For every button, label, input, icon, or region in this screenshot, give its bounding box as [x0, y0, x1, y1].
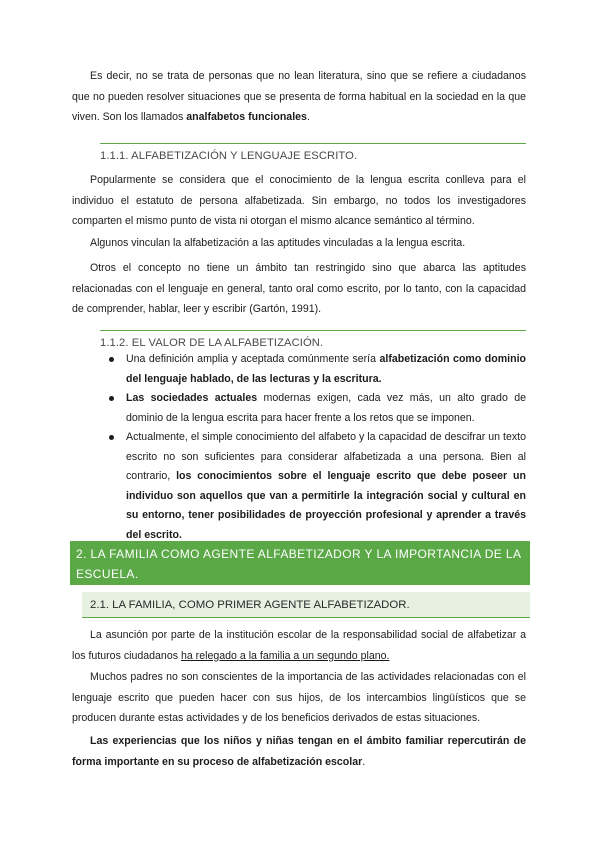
heading-1-1-1: 1.1.1. ALFABETIZACIÓN Y LENGUAJE ESCRITO. [100, 143, 526, 164]
paragraph-padres: Muchos padres no son conscientes de la importancia de las actividades relacionadas con el lenguaje escrito que pueden hacer con sus hijos, de los intercambios lingüísticos que se producen durante estas actividades y de los beneficios derivados de estas situaciones. [72, 671, 526, 724]
paragraph-experiencias: Las experiencias que los niños y niñas tengan en el ámbito familiar repercutirán de forma importante en su proceso de alfabetización escolar. [72, 735, 526, 768]
bullet-item: Las sociedades actuales modernas exigen, cada vez más, un alto grado de dominio de la lengua escrita para hacer frente a los retos que se imponen. [108, 389, 526, 428]
bullet-dot-icon [109, 357, 114, 362]
heading-2-1: 2.1. LA FAMILIA, COMO PRIMER AGENTE ALFABETIZADOR. [82, 592, 530, 618]
paragraph-asuncion: La asunción por parte de la institución escolar de la responsabilidad social de alfabetizar a los futuros ciudadanos ha relegado a la familia a un segundo plano. [72, 629, 526, 662]
paragraph-algunos: Algunos vinculan la alfabetización a las aptitudes vinculadas a la lengua escrita. [90, 237, 466, 249]
bullet-item: Una definición amplia y aceptada comúnmente sería alfabetización como dominio del lenguaje hablado, de las lecturas y la escritura. [108, 350, 526, 389]
paragraph-otros: Otros el concepto no tiene un ámbito tan restringido sino que abarca las aptitudes relacionadas con el lenguaje en general, tanto oral como escrito, por lo tanto, con la capacidad de comprender, hablar, leer y escribir (Gartón, 1991). [72, 262, 526, 315]
bold-term: analfabetos funcionales [186, 111, 307, 123]
bullet-dot-icon [109, 396, 114, 401]
paragraph-intro: Es decir, no se trata de personas que no lean literatura, sino que se refiere a ciudadanos que no pueden resolver situaciones que se presenta de forma habitual en la sociedad en la que viven. Son los llamados analfabetos funcionales. [72, 70, 526, 123]
underlined-phrase: ha relegado a la familia a un segundo plano. [180, 649, 390, 662]
paragraph-popular: Popularmente se considera que el conocimiento de la lengua escrita conlleva para el individuo el estatuto de persona alfabetizada. Sin embargo, no todos los investigadores comparten el mismo punto de vista ni otorgan el mismo alcance semántico al término. [72, 174, 526, 227]
heading-2-band: 2. LA FAMILIA COMO AGENTE ALFABETIZADOR Y LA IMPORTANCIA DE LA ESCUELA. [70, 541, 530, 585]
heading-1-1-2: 1.1.2. EL VALOR DE LA ALFABETIZACIÓN. [100, 330, 526, 351]
bullet-dot-icon [109, 435, 114, 440]
bullet-item: Actualmente, el simple conocimiento del alfabeto y la capacidad de descifrar un texto escrito no son suficientes para considerar alfabetizada a una persona. Bien al contrario, los conocimientos sobre el lenguaje escrito que debe poseer un individuo son aquellos que van a permitirle la integración social y cultural en su entorno, tener posibilidades de proyección profesional y aprender a través del escrito. [108, 428, 526, 545]
bullet-list [108, 350, 526, 545]
